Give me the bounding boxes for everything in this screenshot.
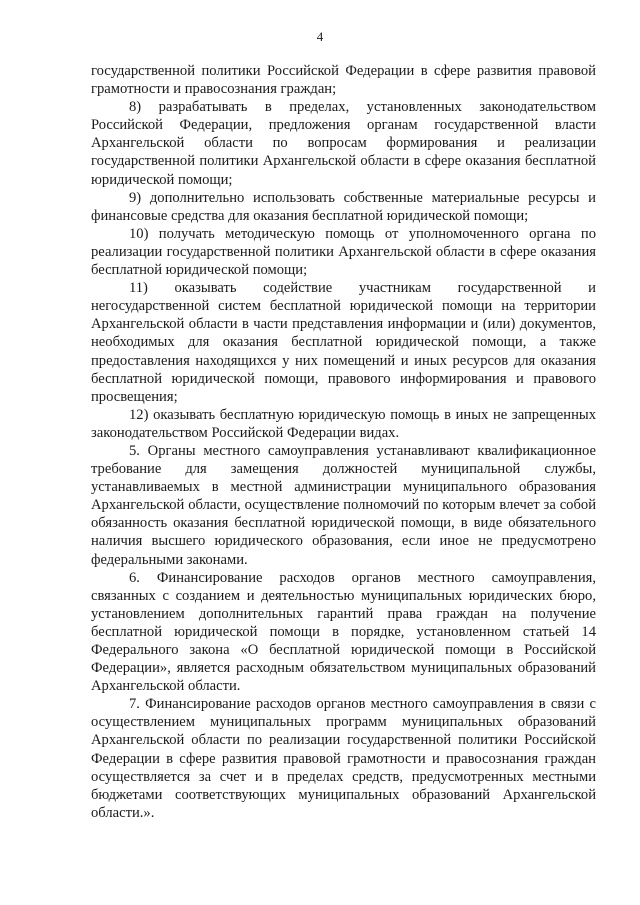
page-number: 4 [316, 29, 324, 44]
paragraph-item-8: 8) разрабатывать в пределах, установленных законодательством Российской Федерации, предложения органам государственной власти Архангельской области по вопросам формирования и реализации государственной политики Архангельской области в сфере оказания бесплатной юридической помощи; [91, 99, 596, 188]
paragraph-section-6: 6. Финансирование расходов органов местного самоуправления, связанных с созданием и деятельностью муниципальных юридических бюро, установлением дополнительных гарантий права граждан на получение бесплатной юридической помощи в порядке, установленном статьей 14 Федерального закона «О бесплатной юридической помощи в Российской Федерации», является расходным обязательством муниципальных образований Архангельской области. [91, 569, 596, 695]
paragraph-item-9: 9) дополнительно использовать собственные материальные ресурсы и финансовые средства для оказания бесплатной юридической помощи; [91, 189, 596, 224]
paragraph-item-12: 12) оказывать бесплатную юридическую помощь в иных не запрещенных законодательством Российской Федерации видах. [91, 406, 596, 441]
paragraph-continuation: государственной политики Российской Федерации в сфере развития правовой грамотности и правосознания граждан; [91, 63, 596, 98]
paragraph-section-5: 5. Органы местного самоуправления устанавливают квалификационное требование для замещения должностей муниципальной службы, устанавливаемых в местной администрации муниципального образования Архангельской области, осуществление полномочий по которым влечет за собой обязанность оказания бесплатной юридической помощи, в виде обязательного наличия высшего юридического образования, если иное не предусмотрено федеральными законами. [91, 442, 596, 568]
paragraph-item-10: 10) получать методическую помощь от уполномоченного органа по реализации государственной политики Архангельской области в сфере оказания бесплатной юридической помощи; [91, 225, 596, 279]
paragraph-item-11: 11) оказывать содействие участникам государственной и негосударственной систем бесплатной юридической помощи на территории Архангельской области в части представления информации и (или) документов, необходимых для оказания бесплатной юридической помощи, а также предоставления находящихся у них помещений и иных ресурсов для оказания бесплатной юридической помощи, правового информирования и правового просвещения; [91, 280, 596, 405]
document-body [91, 62, 596, 822]
paragraph-section-7: 7. Финансирование расходов органов местного самоуправления в связи с осуществлением муниципальных программ муниципальных образований Архангельской области по реализации государственной политики Российской Федерации в сфере развития правовой грамотности и правосознания граждан осуществляется за счет и в пределах средств, предусмотренных местными бюджетами соответствующих муниципальных образований Архангельской области.». [91, 696, 596, 821]
